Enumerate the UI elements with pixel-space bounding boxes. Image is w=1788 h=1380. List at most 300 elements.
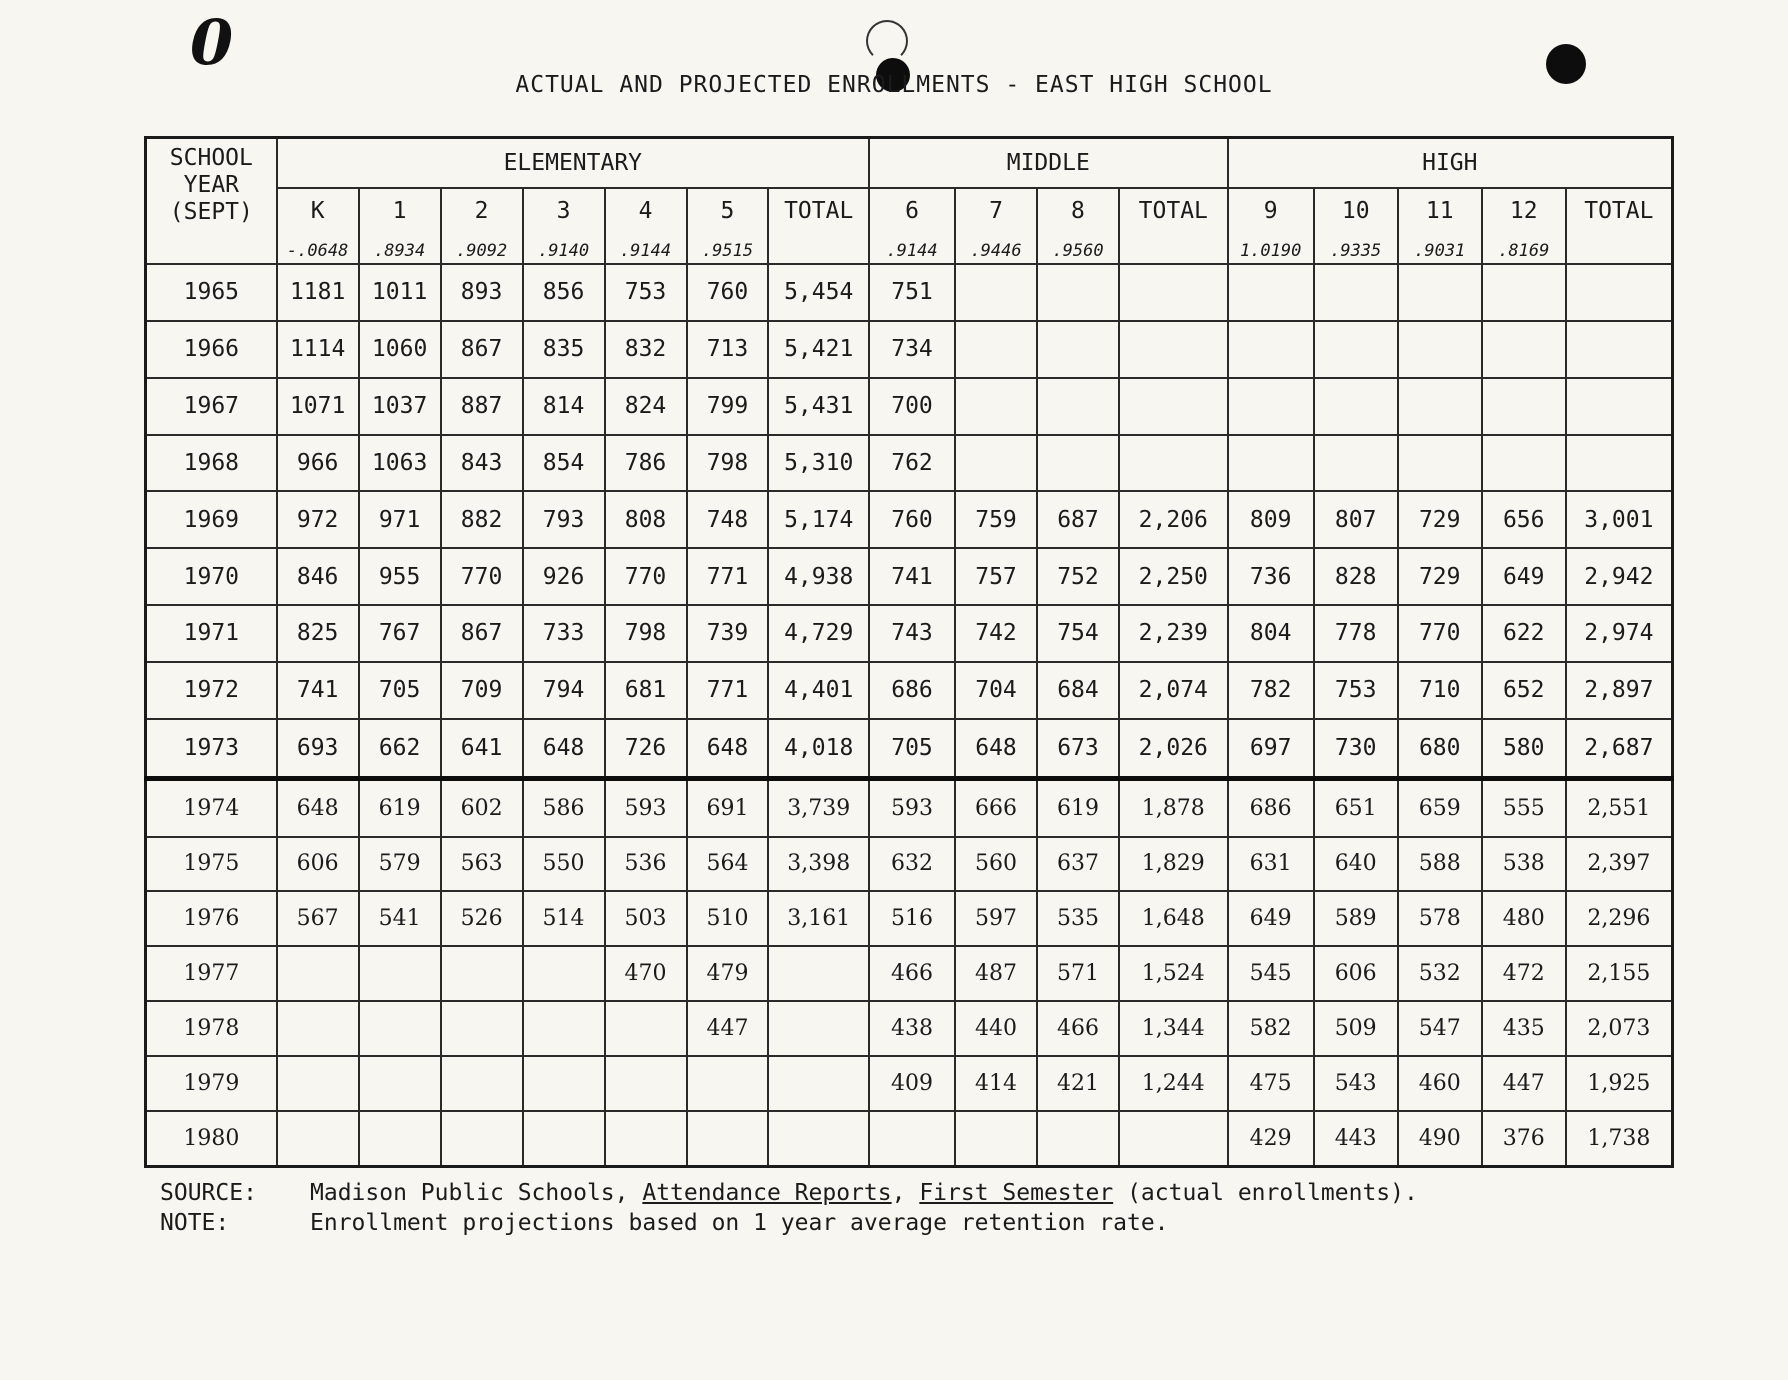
mid-enrollment-cell: 619: [1037, 779, 1119, 837]
high-enrollment-cell: 729: [1398, 491, 1482, 548]
mid-enrollment-cell: 516: [869, 891, 955, 946]
elem-enrollment-cell: 5,431: [768, 378, 868, 435]
mid-enrollment-cell: 759: [955, 491, 1037, 548]
elem-enrollment-cell: 648: [687, 719, 769, 779]
high-enrollment-cell: 729: [1398, 548, 1482, 605]
high-enrollment-cell: 589: [1314, 891, 1398, 946]
elem-enrollment-cell: 470: [605, 946, 687, 1001]
high-enrollment-cell: 807: [1314, 491, 1398, 548]
elem-enrollment-cell: [441, 1056, 523, 1111]
mid-enrollment-cell: 2,250: [1119, 548, 1228, 605]
high-enrollment-cell: 680: [1398, 719, 1482, 779]
high-enrollment-cell: [1398, 378, 1482, 435]
high-enrollment-cell: [1482, 321, 1566, 378]
high-enrollment-cell: 2,687: [1566, 719, 1673, 779]
elem-enrollment-cell: [605, 1056, 687, 1111]
mid-enrollment-cell: 593: [869, 779, 955, 837]
elem-enrollment-cell: 770: [441, 548, 523, 605]
mid-enrollment-cell: [955, 321, 1037, 378]
high-retention-rate: .8169: [1482, 233, 1566, 264]
elem-enrollment-cell: 1063: [359, 435, 441, 492]
school-year-cell: 1980: [146, 1111, 277, 1167]
mid-retention-rate: .9560: [1037, 233, 1119, 264]
elem-enrollment-cell: 693: [277, 719, 359, 779]
high-enrollment-cell: 543: [1314, 1056, 1398, 1111]
elem-enrollment-cell: [277, 1001, 359, 1056]
elem-level-header: 3: [523, 188, 605, 233]
high-enrollment-cell: 532: [1398, 946, 1482, 1001]
elem-retention-rate: [768, 233, 868, 264]
high-enrollment-cell: 649: [1228, 891, 1314, 946]
elem-enrollment-cell: [768, 1001, 868, 1056]
mid-enrollment-cell: 414: [955, 1056, 1037, 1111]
elem-enrollment-cell: 641: [441, 719, 523, 779]
elem-enrollment-cell: 514: [523, 891, 605, 946]
mid-enrollment-cell: 487: [955, 946, 1037, 1001]
high-enrollment-cell: 3,001: [1566, 491, 1673, 548]
high-enrollment-cell: 435: [1482, 1001, 1566, 1056]
elem-enrollment-cell: 447: [687, 1001, 769, 1056]
table-row: [146, 1111, 1673, 1167]
elem-enrollment-cell: [523, 1001, 605, 1056]
high-enrollment-cell: 490: [1398, 1111, 1482, 1167]
source-label: SOURCE:: [160, 1180, 257, 1206]
elem-level-header: 5: [687, 188, 769, 233]
mid-level-header: 8: [1037, 188, 1119, 233]
elem-enrollment-cell: 648: [523, 719, 605, 779]
elem-enrollment-cell: 713: [687, 321, 769, 378]
mid-enrollment-cell: 742: [955, 605, 1037, 662]
high-enrollment-cell: 475: [1228, 1056, 1314, 1111]
source-text: Madison Public Schools, Attendance Reports, First Semester (actual enrollments).: [310, 1180, 1418, 1206]
mid-enrollment-cell: 2,074: [1119, 662, 1228, 719]
elem-enrollment-cell: 832: [605, 321, 687, 378]
note-text: Enrollment projections based on 1 year average retention rate.: [310, 1210, 1169, 1236]
elem-enrollment-cell: 1037: [359, 378, 441, 435]
elem-enrollment-cell: [277, 1111, 359, 1167]
grade-level-row: [146, 188, 1673, 233]
high-enrollment-cell: 588: [1398, 837, 1482, 892]
school-year-cell: 1966: [146, 321, 277, 378]
mid-enrollment-cell: 705: [869, 719, 955, 779]
mid-enrollment-cell: [955, 435, 1037, 492]
high-level-header: 10: [1314, 188, 1398, 233]
elem-enrollment-cell: [523, 1056, 605, 1111]
high-enrollment-cell: 649: [1482, 548, 1566, 605]
elem-enrollment-cell: 887: [441, 378, 523, 435]
mid-level-header: 7: [955, 188, 1037, 233]
elem-enrollment-cell: 824: [605, 378, 687, 435]
mid-enrollment-cell: [955, 264, 1037, 321]
elem-enrollment-cell: 793: [523, 491, 605, 548]
school-year-cell: 1976: [146, 891, 277, 946]
elem-enrollment-cell: 867: [441, 605, 523, 662]
table-row: [146, 719, 1673, 779]
mid-enrollment-cell: 762: [869, 435, 955, 492]
high-enrollment-cell: 804: [1228, 605, 1314, 662]
elem-enrollment-cell: 846: [277, 548, 359, 605]
elem-enrollment-cell: 771: [687, 662, 769, 719]
table-row: [146, 264, 1673, 321]
table-row: [146, 1001, 1673, 1056]
mid-enrollment-cell: 438: [869, 1001, 955, 1056]
elem-enrollment-cell: 5,454: [768, 264, 868, 321]
elem-enrollment-cell: 541: [359, 891, 441, 946]
elem-enrollment-cell: 563: [441, 837, 523, 892]
high-retention-rate: .9335: [1314, 233, 1398, 264]
elem-enrollment-cell: 854: [523, 435, 605, 492]
mid-enrollment-cell: [1119, 378, 1228, 435]
mid-retention-rate: .9144: [869, 233, 955, 264]
high-enrollment-cell: 652: [1482, 662, 1566, 719]
mid-enrollment-cell: [1037, 1111, 1119, 1167]
elem-enrollment-cell: [768, 946, 868, 1001]
elem-enrollment-cell: [441, 1001, 523, 1056]
high-level-header: 11: [1398, 188, 1482, 233]
page-title: ACTUAL AND PROJECTED ENROLLMENTS - EAST HIGH SCHOOL: [515, 72, 1273, 98]
mid-enrollment-cell: 632: [869, 837, 955, 892]
elem-enrollment-cell: [523, 946, 605, 1001]
table-row: [146, 378, 1673, 435]
high-enrollment-cell: 710: [1398, 662, 1482, 719]
high-enrollment-cell: [1482, 264, 1566, 321]
elem-level-header: 4: [605, 188, 687, 233]
high-enrollment-cell: 606: [1314, 946, 1398, 1001]
table-row: [146, 891, 1673, 946]
elem-level-header: K: [277, 188, 359, 233]
table-row: [146, 1056, 1673, 1111]
mid-level-header: TOTAL: [1119, 188, 1228, 233]
high-enrollment-cell: 778: [1314, 605, 1398, 662]
elem-enrollment-cell: 856: [523, 264, 605, 321]
punch-hole-outline: [866, 20, 908, 62]
elem-enrollment-cell: 4,401: [768, 662, 868, 719]
mid-enrollment-cell: [1119, 264, 1228, 321]
high-retention-rate: [1566, 233, 1673, 264]
high-enrollment-cell: 2,155: [1566, 946, 1673, 1001]
high-enrollment-cell: 578: [1398, 891, 1482, 946]
mid-enrollment-cell: [1119, 321, 1228, 378]
high-enrollment-cell: 480: [1482, 891, 1566, 946]
mid-enrollment-cell: 560: [955, 837, 1037, 892]
high-enrollment-cell: 2,942: [1566, 548, 1673, 605]
high-level-header: 12: [1482, 188, 1566, 233]
mid-enrollment-cell: 1,244: [1119, 1056, 1228, 1111]
elem-enrollment-cell: 1114: [277, 321, 359, 378]
high-enrollment-cell: [1228, 378, 1314, 435]
high-enrollment-cell: 686: [1228, 779, 1314, 837]
elem-retention-rate: .9144: [605, 233, 687, 264]
high-enrollment-cell: 2,551: [1566, 779, 1673, 837]
high-enrollment-cell: 580: [1482, 719, 1566, 779]
elem-enrollment-cell: 926: [523, 548, 605, 605]
school-year-cell: 1977: [146, 946, 277, 1001]
mid-enrollment-cell: 1,344: [1119, 1001, 1228, 1056]
enrollment-table: [144, 136, 1674, 1168]
high-enrollment-cell: 443: [1314, 1111, 1398, 1167]
high-enrollment-cell: 2,397: [1566, 837, 1673, 892]
elem-enrollment-cell: 1011: [359, 264, 441, 321]
elem-enrollment-cell: 4,018: [768, 719, 868, 779]
elem-enrollment-cell: 808: [605, 491, 687, 548]
middle-group-header: MIDDLE: [869, 138, 1228, 189]
high-enrollment-cell: [1398, 435, 1482, 492]
school-year-cell: 1970: [146, 548, 277, 605]
mid-enrollment-cell: [955, 378, 1037, 435]
high-enrollment-cell: 730: [1314, 719, 1398, 779]
elem-enrollment-cell: 741: [277, 662, 359, 719]
elem-enrollment-cell: 5,421: [768, 321, 868, 378]
table-row: [146, 491, 1673, 548]
elem-enrollment-cell: [359, 1001, 441, 1056]
high-enrollment-cell: 582: [1228, 1001, 1314, 1056]
high-enrollment-cell: [1398, 321, 1482, 378]
mid-retention-rate: .9446: [955, 233, 1037, 264]
elem-enrollment-cell: 606: [277, 837, 359, 892]
elem-enrollment-cell: [768, 1111, 868, 1167]
high-enrollment-cell: [1566, 378, 1673, 435]
elem-retention-rate: .8934: [359, 233, 441, 264]
high-enrollment-cell: 753: [1314, 662, 1398, 719]
mid-enrollment-cell: 1,648: [1119, 891, 1228, 946]
high-enrollment-cell: 1,925: [1566, 1056, 1673, 1111]
mid-enrollment-cell: 751: [869, 264, 955, 321]
elem-enrollment-cell: 593: [605, 779, 687, 837]
elem-enrollment-cell: 1071: [277, 378, 359, 435]
elem-enrollment-cell: 955: [359, 548, 441, 605]
mid-enrollment-cell: 2,239: [1119, 605, 1228, 662]
elem-enrollment-cell: 770: [605, 548, 687, 605]
mid-enrollment-cell: 1,878: [1119, 779, 1228, 837]
mid-enrollment-cell: 466: [869, 946, 955, 1001]
mid-enrollment-cell: [1037, 378, 1119, 435]
school-year-cell: 1965: [146, 264, 277, 321]
school-year-cell: 1974: [146, 779, 277, 837]
elem-enrollment-cell: [441, 1111, 523, 1167]
high-enrollment-cell: [1482, 435, 1566, 492]
elem-enrollment-cell: 662: [359, 719, 441, 779]
mid-enrollment-cell: 741: [869, 548, 955, 605]
mid-enrollment-cell: 571: [1037, 946, 1119, 1001]
elem-enrollment-cell: 3,161: [768, 891, 868, 946]
elem-enrollment-cell: [605, 1111, 687, 1167]
high-enrollment-cell: [1228, 264, 1314, 321]
table-row: [146, 837, 1673, 892]
table-row: [146, 321, 1673, 378]
mid-enrollment-cell: 535: [1037, 891, 1119, 946]
elem-enrollment-cell: [605, 1001, 687, 1056]
high-enrollment-cell: 2,974: [1566, 605, 1673, 662]
elem-enrollment-cell: 867: [441, 321, 523, 378]
elem-enrollment-cell: 835: [523, 321, 605, 378]
mid-enrollment-cell: 754: [1037, 605, 1119, 662]
table-row: [146, 605, 1673, 662]
school-year-cell: 1979: [146, 1056, 277, 1111]
high-group-header: HIGH: [1228, 138, 1673, 189]
elem-enrollment-cell: [523, 1111, 605, 1167]
mid-enrollment-cell: [869, 1111, 955, 1167]
high-enrollment-cell: 547: [1398, 1001, 1482, 1056]
high-enrollment-cell: 631: [1228, 837, 1314, 892]
high-enrollment-cell: 555: [1482, 779, 1566, 837]
handwritten-mark: 0: [190, 6, 234, 79]
mid-enrollment-cell: [1037, 321, 1119, 378]
high-enrollment-cell: [1228, 321, 1314, 378]
high-retention-rate: 1.0190: [1228, 233, 1314, 264]
high-enrollment-cell: 809: [1228, 491, 1314, 548]
mid-enrollment-cell: 421: [1037, 1056, 1119, 1111]
elem-enrollment-cell: 503: [605, 891, 687, 946]
mid-enrollment-cell: 466: [1037, 1001, 1119, 1056]
elementary-group-header: ELEMENTARY: [277, 138, 869, 189]
elem-level-header: TOTAL: [768, 188, 868, 233]
mid-enrollment-cell: [1119, 1111, 1228, 1167]
school-year-cell: 1978: [146, 1001, 277, 1056]
elem-enrollment-cell: 748: [687, 491, 769, 548]
elem-enrollment-cell: [441, 946, 523, 1001]
elem-enrollment-cell: 771: [687, 548, 769, 605]
mid-enrollment-cell: 686: [869, 662, 955, 719]
mid-enrollment-cell: 684: [1037, 662, 1119, 719]
high-enrollment-cell: 429: [1228, 1111, 1314, 1167]
elem-enrollment-cell: 966: [277, 435, 359, 492]
high-enrollment-cell: [1314, 264, 1398, 321]
elem-enrollment-cell: 798: [605, 605, 687, 662]
elem-enrollment-cell: 4,938: [768, 548, 868, 605]
high-enrollment-cell: 2,296: [1566, 891, 1673, 946]
high-enrollment-cell: 828: [1314, 548, 1398, 605]
elem-enrollment-cell: 586: [523, 779, 605, 837]
high-enrollment-cell: 2,897: [1566, 662, 1673, 719]
mid-enrollment-cell: 700: [869, 378, 955, 435]
high-enrollment-cell: 472: [1482, 946, 1566, 1001]
mid-enrollment-cell: 648: [955, 719, 1037, 779]
elem-enrollment-cell: [359, 1056, 441, 1111]
school-year-cell: 1972: [146, 662, 277, 719]
high-enrollment-cell: [1314, 321, 1398, 378]
high-enrollment-cell: 659: [1398, 779, 1482, 837]
elem-enrollment-cell: 971: [359, 491, 441, 548]
elem-enrollment-cell: 648: [277, 779, 359, 837]
high-enrollment-cell: [1228, 435, 1314, 492]
elem-enrollment-cell: 882: [441, 491, 523, 548]
projection-note: [160, 1208, 1418, 1238]
elem-enrollment-cell: 794: [523, 662, 605, 719]
mid-enrollment-cell: 752: [1037, 548, 1119, 605]
elem-enrollment-cell: [687, 1111, 769, 1167]
mid-enrollment-cell: 1,829: [1119, 837, 1228, 892]
elem-enrollment-cell: [768, 1056, 868, 1111]
mid-enrollment-cell: 743: [869, 605, 955, 662]
high-enrollment-cell: 1,738: [1566, 1111, 1673, 1167]
elem-enrollment-cell: 843: [441, 435, 523, 492]
elem-enrollment-cell: 753: [605, 264, 687, 321]
high-enrollment-cell: 2,073: [1566, 1001, 1673, 1056]
mid-enrollment-cell: 597: [955, 891, 1037, 946]
high-enrollment-cell: 538: [1482, 837, 1566, 892]
mid-enrollment-cell: [955, 1111, 1037, 1167]
elem-enrollment-cell: 602: [441, 779, 523, 837]
high-enrollment-cell: [1398, 264, 1482, 321]
elem-enrollment-cell: 479: [687, 946, 769, 1001]
elem-retention-rate: -.0648: [277, 233, 359, 264]
school-year-header: SCHOOL YEAR (SEPT): [146, 138, 277, 265]
table-footnotes: [160, 1178, 1418, 1238]
mid-enrollment-cell: [1119, 435, 1228, 492]
mid-level-header: 6: [869, 188, 955, 233]
school-year-cell: 1971: [146, 605, 277, 662]
high-enrollment-cell: 782: [1228, 662, 1314, 719]
high-enrollment-cell: 656: [1482, 491, 1566, 548]
high-enrollment-cell: 770: [1398, 605, 1482, 662]
mid-enrollment-cell: 2,026: [1119, 719, 1228, 779]
elem-enrollment-cell: 3,739: [768, 779, 868, 837]
elem-enrollment-cell: 619: [359, 779, 441, 837]
elem-enrollment-cell: 798: [687, 435, 769, 492]
elem-enrollment-cell: 726: [605, 719, 687, 779]
table-row: [146, 946, 1673, 1001]
mid-enrollment-cell: 2,206: [1119, 491, 1228, 548]
mid-retention-rate: [1119, 233, 1228, 264]
elem-retention-rate: .9092: [441, 233, 523, 264]
note-label: NOTE:: [160, 1210, 230, 1236]
elem-enrollment-cell: 786: [605, 435, 687, 492]
high-enrollment-cell: [1566, 321, 1673, 378]
high-enrollment-cell: 736: [1228, 548, 1314, 605]
elem-level-header: 2: [441, 188, 523, 233]
elem-enrollment-cell: [277, 1056, 359, 1111]
elem-enrollment-cell: 3,398: [768, 837, 868, 892]
mid-enrollment-cell: [1037, 264, 1119, 321]
elem-enrollment-cell: [277, 946, 359, 1001]
source-note: [160, 1178, 1418, 1208]
high-enrollment-cell: [1566, 264, 1673, 321]
elem-enrollment-cell: 825: [277, 605, 359, 662]
elem-enrollment-cell: 681: [605, 662, 687, 719]
elem-enrollment-cell: 814: [523, 378, 605, 435]
high-enrollment-cell: 697: [1228, 719, 1314, 779]
high-enrollment-cell: [1314, 378, 1398, 435]
high-enrollment-cell: 651: [1314, 779, 1398, 837]
high-enrollment-cell: 622: [1482, 605, 1566, 662]
high-retention-rate: .9031: [1398, 233, 1482, 264]
elem-enrollment-cell: 739: [687, 605, 769, 662]
mid-enrollment-cell: 673: [1037, 719, 1119, 779]
elem-enrollment-cell: 526: [441, 891, 523, 946]
school-year-cell: 1968: [146, 435, 277, 492]
elem-retention-rate: .9515: [687, 233, 769, 264]
elem-enrollment-cell: 1181: [277, 264, 359, 321]
elem-enrollment-cell: [359, 946, 441, 1001]
high-enrollment-cell: [1314, 435, 1398, 492]
school-year-cell: 1975: [146, 837, 277, 892]
high-enrollment-cell: [1482, 378, 1566, 435]
high-enrollment-cell: [1566, 435, 1673, 492]
mid-enrollment-cell: 1,524: [1119, 946, 1228, 1001]
elem-enrollment-cell: 733: [523, 605, 605, 662]
school-year-cell: 1967: [146, 378, 277, 435]
table-row: [146, 779, 1673, 837]
mid-enrollment-cell: 734: [869, 321, 955, 378]
mid-enrollment-cell: 440: [955, 1001, 1037, 1056]
elem-enrollment-cell: 893: [441, 264, 523, 321]
elem-enrollment-cell: 5,310: [768, 435, 868, 492]
elem-enrollment-cell: 4,729: [768, 605, 868, 662]
retention-rate-row: [146, 233, 1673, 264]
school-year-cell: 1969: [146, 491, 277, 548]
mid-enrollment-cell: 666: [955, 779, 1037, 837]
elem-level-header: 1: [359, 188, 441, 233]
